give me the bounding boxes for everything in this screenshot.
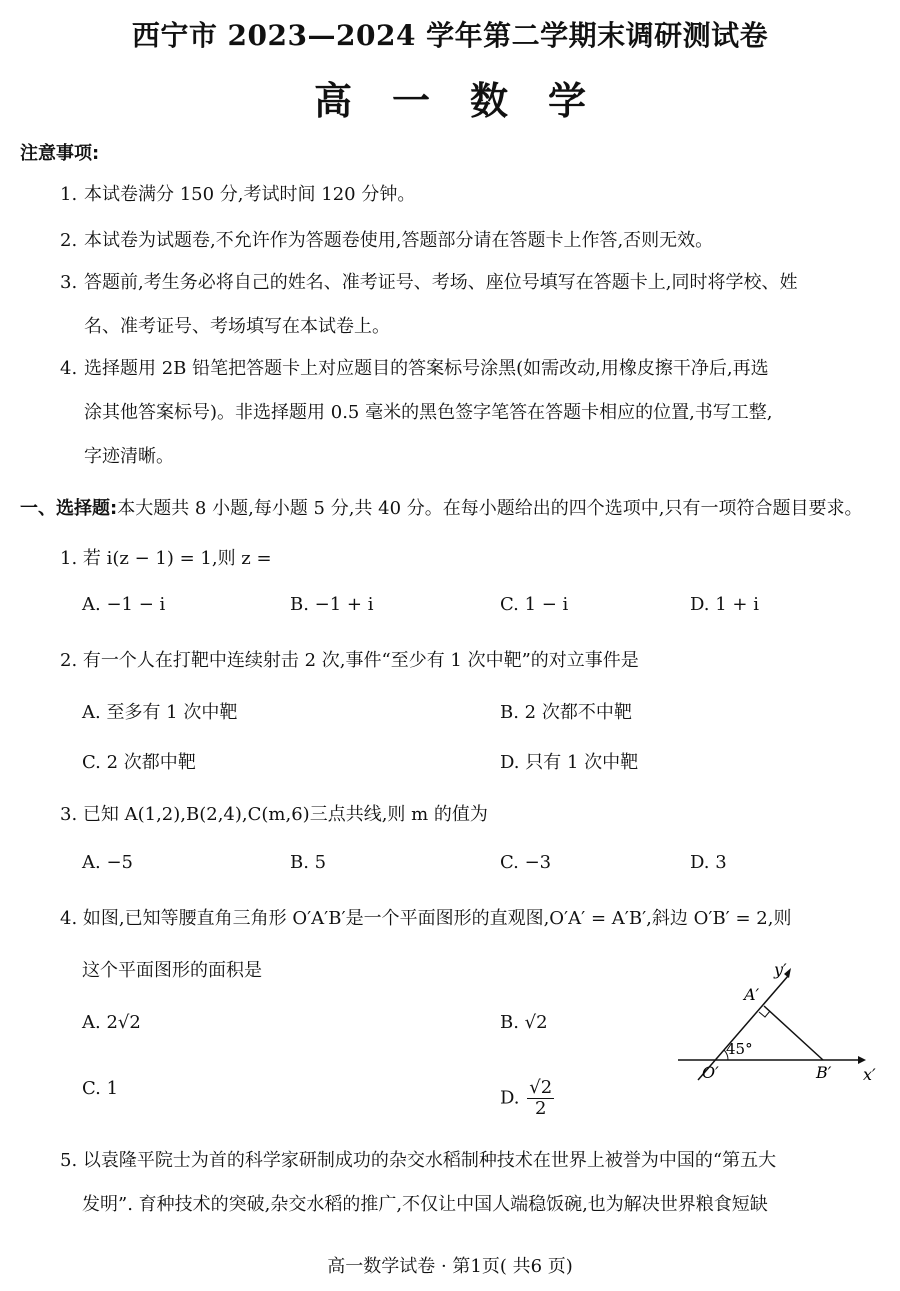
q4-option-c: C. 1 xyxy=(82,1078,119,1099)
angle-label: 45° xyxy=(726,1040,753,1058)
notice-item-4-cont-1: 涂其他答案标号)。非选择题用 0.5 毫米的黑色签字笔答在答题卡相应的位置,书写工整, xyxy=(84,402,773,423)
notice-item-1: 1. 本试卷满分 150 分,考试时间 120 分钟。 xyxy=(60,184,416,205)
fraction-numerator: √2 xyxy=(529,1077,553,1098)
vertex-b-label: B′ xyxy=(816,1063,832,1082)
q2-option-b: B. 2 次都不中靶 xyxy=(500,702,632,723)
question-3-stem: 3. 已知 A(1,2),B(2,4),C(m,6)三点共线,则 m 的值为 xyxy=(60,804,488,825)
q3-option-d: D. 3 xyxy=(690,852,727,873)
q2-option-a: A. 至多有 1 次中靶 xyxy=(82,702,238,723)
notice-item-4: 4. 选择题用 2B 铅笔把答题卡上对应题目的答案标号涂黑(如需改动,用橡皮擦干净后,再选 xyxy=(60,358,769,379)
question-2-stem: 2. 有一个人在打靶中连续射击 2 次,事件“至少有 1 次中靶”的对立事件是 xyxy=(60,650,639,671)
section-one-heading: 一、选择题:本大题共 8 小题,每小题 5 分,共 40 分。在每小题给出的四个选项中,只有一项符合题目要求。 xyxy=(20,498,863,519)
q4-option-d: D. $\frac{√2}{2}$ xyxy=(500,1077,553,1119)
vertex-a-label: A′ xyxy=(744,985,760,1004)
side-ab xyxy=(764,1006,823,1060)
exam-subject: 高一数学 xyxy=(313,78,626,123)
question-4-stem: 4. 如图,已知等腰直角三角形 O′A′B′是一个平面图形的直观图,O′A′ = A′B′,斜边 O′B′ = 2,则 xyxy=(60,908,792,929)
question-4-stem-cont: 这个平面图形的面积是 xyxy=(82,960,262,981)
q2-option-c: C. 2 次都中靶 xyxy=(82,752,196,773)
q3-option-c: C. −3 xyxy=(500,852,552,873)
notice-heading: 注意事项: xyxy=(20,143,100,164)
exam-title: 西宁市 2023—2024 学年第二学期末调研测试卷 xyxy=(131,19,769,52)
notice-item-3: 3. 答题前,考生务必将自己的姓名、准考证号、考场、座位号填写在答题卡上,同时将学校、姓 xyxy=(60,272,798,293)
q4-figure xyxy=(660,950,880,1090)
q4-option-d-fraction xyxy=(527,1078,554,1119)
q4-option-b: B. √2 xyxy=(500,1012,548,1033)
q3-option-b: B. 5 xyxy=(290,852,327,873)
notice-item-2: 2. 本试卷为试题卷,不允许作为答题卷使用,答题部分请在答题卡上作答,否则无效。 xyxy=(60,230,714,251)
q4-option-a: A. 2√2 xyxy=(82,1012,141,1033)
q1-option-c: C. 1 − i xyxy=(500,594,569,615)
fraction-denominator: 2 xyxy=(534,1098,547,1119)
q1-option-d: D. 1 + i xyxy=(690,594,759,615)
vertex-o-label: O′ xyxy=(702,1063,719,1082)
q1-option-a: A. −1 − i xyxy=(82,594,166,615)
q1-option-b: B. −1 + i xyxy=(290,594,374,615)
right-angle-marker xyxy=(759,1011,770,1017)
notice-item-4-cont-2: 字迹清晰。 xyxy=(84,446,174,467)
q3-option-a: A. −5 xyxy=(82,852,133,873)
x-axis-label: x′ xyxy=(863,1065,876,1084)
question-5-stem-cont: 发明”. 育种技术的突破,杂交水稻的推广,不仅让中国人端稳饭碗,也为解决世界粮食短缺 xyxy=(82,1194,768,1215)
y-axis-label: y′ xyxy=(774,960,787,979)
q2-option-d: D. 只有 1 次中靶 xyxy=(500,752,639,773)
page-footer: 高一数学试卷 · 第1页( 共6 页) xyxy=(327,1256,573,1277)
question-5-stem: 5. 以袁隆平院士为首的科学家研制成功的杂交水稻制种技术在世界上被誉为中国的“第五大 xyxy=(60,1150,777,1171)
question-1-stem: 1. 若 i(z − 1) = 1,则 z = xyxy=(60,548,272,569)
x-axis-arrow xyxy=(858,1056,866,1064)
notice-item-3-cont: 名、准考证号、考场填写在本试卷上。 xyxy=(84,316,390,337)
